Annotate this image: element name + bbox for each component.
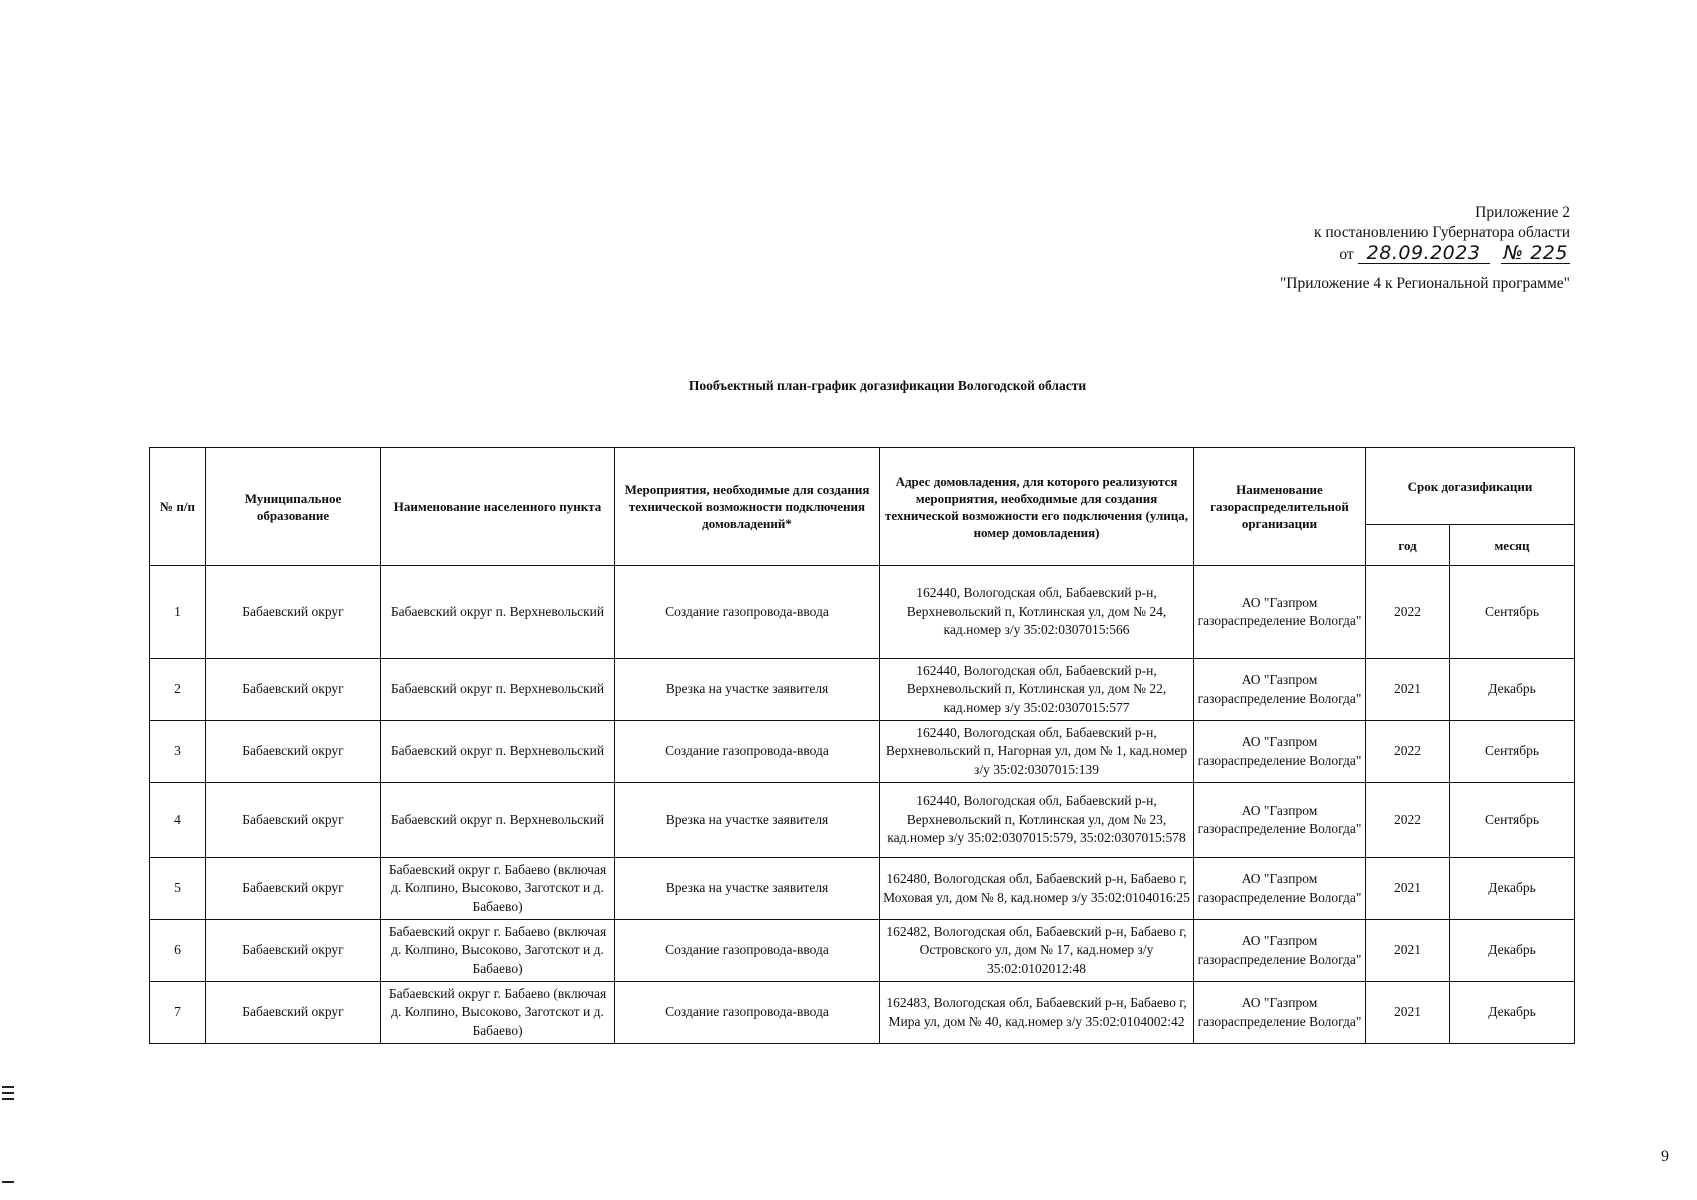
- cell-municipality: Бабаевский округ: [206, 659, 381, 721]
- cell-municipality: Бабаевский округ: [206, 858, 381, 920]
- cell-measures: Создание газопровода-ввода: [615, 982, 880, 1044]
- cell-month: Декабрь: [1450, 858, 1575, 920]
- cell-num: 3: [150, 721, 206, 783]
- cell-org: АО "Газпром газораспределение Вологда": [1194, 566, 1366, 659]
- table-row: [150, 858, 1575, 920]
- cell-year: 2021: [1366, 982, 1450, 1044]
- cell-measures: Врезка на участке заявителя: [615, 783, 880, 858]
- decree-line: [1280, 243, 1570, 265]
- cell-num: 6: [150, 920, 206, 982]
- cell-address: 162482, Вологодская обл, Бабаевский р-н, Бабаево г, Островского ул, дом № 17, кад.номер з/у 35:02:0102012:48: [880, 920, 1194, 982]
- cell-year: 2021: [1366, 920, 1450, 982]
- cell-measures: Создание газопровода-ввода: [615, 721, 880, 783]
- col-header-month: месяц: [1450, 525, 1575, 566]
- appendix-line-2: к постановлению Губернатора области: [1313, 224, 1570, 241]
- col-header-settlement: Наименование населенного пункта: [381, 448, 615, 566]
- cell-address: 162480, Вологодская обл, Бабаевский р-н, Бабаево г, Моховая ул, дом № 8, кад.номер з/у 35:02:0104016:25: [880, 858, 1194, 920]
- document-title: Пообъектный план-график догазификации Вологодской области: [688, 378, 1087, 393]
- appendix-header: [1280, 203, 1570, 294]
- decree-date: 28.09.2023: [1358, 243, 1490, 264]
- cell-num: 4: [150, 783, 206, 858]
- cell-month: Декабрь: [1450, 659, 1575, 721]
- cell-settlement: Бабаевский округ г. Бабаево (включая д. Колпино, Высоково, Заготскот и д. Бабаево): [381, 982, 615, 1044]
- cell-year: 2022: [1366, 721, 1450, 783]
- cell-month: Сентябрь: [1450, 721, 1575, 783]
- decree-number: № 225: [1503, 242, 1568, 264]
- table-row: [150, 721, 1575, 783]
- cell-num: 1: [150, 566, 206, 659]
- cell-year: 2022: [1366, 566, 1450, 659]
- cell-measures: Создание газопровода-ввода: [615, 566, 880, 659]
- col-header-measures: Мероприятия, необходимые для создания технической возможности подключения домовладений*: [615, 448, 880, 566]
- cell-municipality: Бабаевский округ: [206, 982, 381, 1044]
- decree-from-prefix: от: [1339, 246, 1354, 263]
- cell-settlement: Бабаевский округ п. Верхневольский: [381, 659, 615, 721]
- cell-address: 162483, Вологодская обл, Бабаевский р-н, Бабаево г, Мира ул, дом № 40, кад.номер з/у 35:02:0104002:42: [880, 982, 1194, 1044]
- cell-address: 162440, Вологодская обл, Бабаевский р-н, Верхневольский п, Нагорная ул, дом № 1, кад.номер з/у 35:02:0307015:139: [880, 721, 1194, 783]
- cell-municipality: Бабаевский округ: [206, 920, 381, 982]
- cell-month: Сентябрь: [1450, 783, 1575, 858]
- cell-municipality: Бабаевский округ: [206, 783, 381, 858]
- col-header-address: Адрес домовладения, для которого реализуются мероприятия, необходимые для создания технической возможности его подключения (улица, номер домовладения): [880, 448, 1194, 566]
- cell-org: АО "Газпром газораспределение Вологда": [1194, 920, 1366, 982]
- col-header-year: год: [1366, 525, 1450, 566]
- scan-margin-mark: [2, 1098, 14, 1100]
- cell-municipality: Бабаевский округ: [206, 721, 381, 783]
- cell-num: 2: [150, 659, 206, 721]
- scan-margin-mark: [2, 1086, 14, 1088]
- cell-org: АО "Газпром газораспределение Вологда": [1194, 659, 1366, 721]
- col-header-num: № п/п: [150, 448, 206, 566]
- cell-org: АО "Газпром газораспределение Вологда": [1194, 783, 1366, 858]
- cell-settlement: Бабаевский округ п. Верхневольский: [381, 783, 615, 858]
- cell-settlement: Бабаевский округ г. Бабаево (включая д. Колпино, Высоково, Заготскот и д. Бабаево): [381, 920, 615, 982]
- cell-measures: Врезка на участке заявителя: [615, 659, 880, 721]
- cell-num: 5: [150, 858, 206, 920]
- plan-table: [149, 447, 1575, 1044]
- appendix-line-1: Приложение 2: [1475, 204, 1570, 221]
- table-row: [150, 783, 1575, 858]
- cell-year: 2022: [1366, 783, 1450, 858]
- col-header-org: Наименование газораспределительной организации: [1194, 448, 1366, 566]
- cell-org: АО "Газпром газораспределение Вологда": [1194, 721, 1366, 783]
- cell-org: АО "Газпром газораспределение Вологда": [1194, 858, 1366, 920]
- table-row: [150, 566, 1575, 659]
- page-number: 9: [1661, 1148, 1669, 1165]
- cell-address: 162440, Вологодская обл, Бабаевский р-н, Верхневольский п, Котлинская ул, дом № 24, кад.номер з/у 35:02:0307015:566: [880, 566, 1194, 659]
- scan-margin-mark: [2, 1092, 14, 1094]
- table-row: [150, 659, 1575, 721]
- cell-address: 162440, Вологодская обл, Бабаевский р-н, Верхневольский п, Котлинская ул, дом № 23, кад.номер з/у 35:02:0307015:579, 35:02:0307015:578: [880, 783, 1194, 858]
- cell-settlement: Бабаевский округ г. Бабаево (включая д. Колпино, Высоково, Заготскот и д. Бабаево): [381, 858, 615, 920]
- appendix-line-4: "Приложение 4 к Региональной программе": [1279, 275, 1570, 292]
- cell-settlement: Бабаевский округ п. Верхневольский: [381, 721, 615, 783]
- cell-org: АО "Газпром газораспределение Вологда": [1194, 982, 1366, 1044]
- scan-margin-mark: [2, 1181, 14, 1183]
- cell-year: 2021: [1366, 858, 1450, 920]
- cell-month: Декабрь: [1450, 920, 1575, 982]
- table-row: [150, 982, 1575, 1044]
- cell-month: Декабрь: [1450, 982, 1575, 1044]
- cell-address: 162440, Вологодская обл, Бабаевский р-н, Верхневольский п, Котлинская ул, дом № 22, кад.номер з/у 35:02:0307015:577: [880, 659, 1194, 721]
- cell-num: 7: [150, 982, 206, 1044]
- cell-municipality: Бабаевский округ: [206, 566, 381, 659]
- col-header-municipality: Муниципальное образование: [206, 448, 381, 566]
- table-row: [150, 920, 1575, 982]
- cell-year: 2021: [1366, 659, 1450, 721]
- cell-month: Сентябрь: [1450, 566, 1575, 659]
- cell-measures: Врезка на участке заявителя: [615, 858, 880, 920]
- col-header-term: Срок догазификации: [1366, 448, 1575, 525]
- cell-measures: Создание газопровода-ввода: [615, 920, 880, 982]
- cell-settlement: Бабаевский округ п. Верхневольский: [381, 566, 615, 659]
